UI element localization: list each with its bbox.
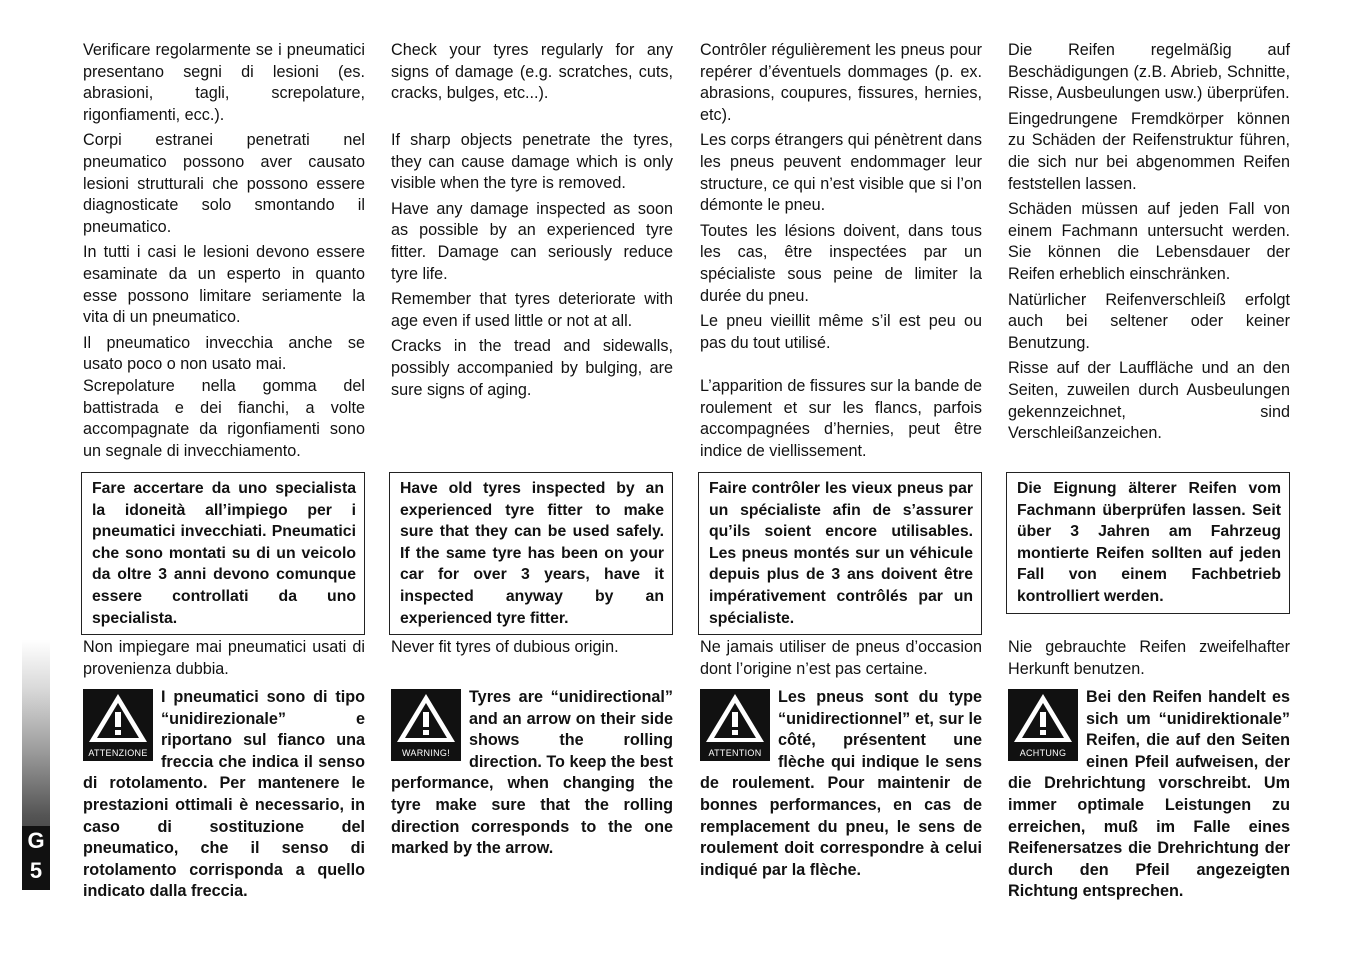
paragraph: Risse auf der Lauffläche und an den Seiten, zuweilen durch Ausbeulungen gekennzeichnet, sind Verschleißanzeichen. <box>1008 359 1290 443</box>
warning-triangle-icon <box>1008 689 1078 761</box>
paragraph: Le pneu vieillit même s’il est peu ou pas du tout utilisé. <box>700 312 982 352</box>
paragraph: Never fit tyres of dubious origin. <box>391 638 619 656</box>
warning-block <box>700 687 982 881</box>
warning-text: I pneumatici sono di tipo “unidirezionale” e riportano sul fianco una freccia che indica il senso di rotolamento. Per mantenere le prestazioni ottimali è necessario, in caso di sostituzione del pneumatico, che il senso di rotolamento corrisponda a quello indicato dalla freccia. <box>83 688 365 901</box>
warning-label: ATTENZIONE <box>88 748 148 758</box>
paragraph: Non impiegare mai pneumatici usati di provenienza dubbia. <box>83 638 365 678</box>
paragraph: Check your tyres regularly for any signs of damage (e.g. scratches, cuts, cracks, bulges, etc...). <box>391 41 673 103</box>
paragraph: Verificare regolarmente se i pneumatici presentano segni di lesioni (es. abrasioni, tagli, screpolature, rigonfiamenti, ecc.). <box>83 41 365 124</box>
notice-box: Die Eignung älterer Reifen vom Fachmann überprüfen lassen. Seit über 3 Jahren am Fahrzeug montierte Reifen sollten auf jeden Fall von einem Fachbetrieb kontrolliert werden. <box>1006 472 1290 614</box>
warning-block <box>391 687 673 860</box>
warning-triangle-icon <box>391 689 461 761</box>
notice-box: Have old tyres inspected by an experienced tyre fitter to make sure that they can be used safely. If the same tyre has been on your car for over 3 years, have it inspected anyway by an experienced tyre fitter. <box>389 472 673 635</box>
paragraph: Eingedrungene Fremdkörper können zu Schäden der Reifenstruktur führen, die sich nur bei abgenommen Reifen feststellen lassen. <box>1008 109 1290 193</box>
warning-text: Tyres are “unidirectional” and an arrow on their side shows the rolling direction. To keep the best performance, when changing the tyre make sure that the rolling direction corresponds to the one marked by the arrow. <box>391 688 673 858</box>
paragraph: Schäden müssen auf jeden Fall von einem Fachmann untersucht werden. Sie können die Lebensdauer der Reifen erheblich einschränken. <box>1008 200 1290 283</box>
paragraph: Il pneumatico invecchia anche se usato poco o non usato mai. <box>83 333 365 374</box>
paragraph: Toutes les lésions doivent, dans tous les cas, être inspectées par un spécialiste sous peine de limiter la durée du pneu. <box>700 221 982 305</box>
paragraph: Contrôler régulièrement les pneus pour repérer d’éventuels dommages (p. ex. abrasions, coupures, fissures, hernies, etc). <box>700 41 982 124</box>
warning-triangle-icon <box>700 689 770 761</box>
paragraph: If sharp objects penetrate the tyres, they can cause damage which is only visible when the tyre is removed. <box>391 131 673 193</box>
paragraph: Ne jamais utiliser de pneus d’occasion dont l’origine n’est pas certaine. <box>700 638 982 678</box>
notice-box: Fare accertare da uno specialista la idoneità all’impiego per i pneumatici invecchiati. Pneumatici che sono montati su di un veicolo da oltre 3 anni devono comunque essere controllati da uno specialista. <box>81 472 365 635</box>
warning-triangle-icon <box>83 689 153 761</box>
paragraph: Corpi estranei penetrati nel pneumatico possono aver causato lesioni strutturali che possono essere diagnosticate solo smontando il pneumatico. <box>83 131 365 236</box>
paragraph: Nie gebrauchte Reifen zweifelhafter Herkunft benutzen. <box>1008 638 1290 678</box>
paragraph: Natürlicher Reifenverschleiß erfolgt auch bei seltener oder keiner Benutzung. <box>1008 290 1290 352</box>
paragraph: L’apparition de fissures sur la bande de roulement et sur les flancs, parfois accompagnées d’hernies, peut être indice de viellissement. <box>700 377 982 460</box>
paragraph: Have any damage inspected as soon as possible by an experienced tyre fitter. Damage can seriously reduce tyre life. <box>391 199 673 283</box>
notice-box: Faire contrôler les vieux pneus par un spécialiste afin de s’assurer qu’ils soient encore utilisables. Les pneus montés sur un véhicule depuis plus de 3 ans doivent être impérativement contrôlés par un spécialiste. <box>698 472 982 635</box>
paragraph: Remember that tyres deteriorate with age even if used little or not at all. <box>391 290 673 330</box>
paragraph: Screpolature nella gomma del battistrada e dei fianchi, a volte accompagnate da rigonfiamenti sono un segnale di invecchiamento. <box>83 377 365 460</box>
paragraph: Cracks in the tread and sidewalls, possibly accompanied by bulging, are sure signs of aging. <box>391 337 673 399</box>
warning-block <box>1008 687 1290 903</box>
warning-text: Les pneus sont du type “unidirectionnel” et, sur le côté, présentent une flèche qui indique le sens de roulement. Pour maintenir de bonnes performances, en cas de remplacement du pneu, le sens de roulement doit correspondre à celui indiqué par la flèche. <box>700 688 982 879</box>
section-letter: G <box>27 828 45 853</box>
paragraph: In tutti i casi le lesioni devono essere esaminate da un esperto in quanto esse possono limitare seriamente la vita di un pneumatico. <box>83 243 365 327</box>
section-tab <box>22 826 50 890</box>
warning-label: WARNING! <box>401 748 451 758</box>
paragraph: Les corps étrangers qui pénètrent dans les pneus peuvent endommager leur structure, ce qui n’est visible que si l’on démonte le pneu. <box>700 131 982 215</box>
section-number: 5 <box>29 858 43 883</box>
warning-text: Bei den Reifen handelt es sich um “unidirektionale” Reifen, die auf den Seiten einen Pfeil aufweisen, der die Drehrichtung vorschreibt. Um immer optimale Leistungen zu erreichen, muß im Falle eines Reifenersatzes die Drehrichtung der durch den Pfeil angezeigten Richtung entsprechen. <box>1008 688 1290 901</box>
warning-block <box>83 687 365 903</box>
warning-label: ACHTUNG <box>1019 748 1067 758</box>
warning-label: ATTENTION <box>708 748 762 758</box>
paragraph: Die Reifen regelmäßig auf Beschädigungen (z.B. Abrieb, Schnitte, Risse, Ausbeulungen usw.) überprüfen. <box>1008 41 1290 103</box>
